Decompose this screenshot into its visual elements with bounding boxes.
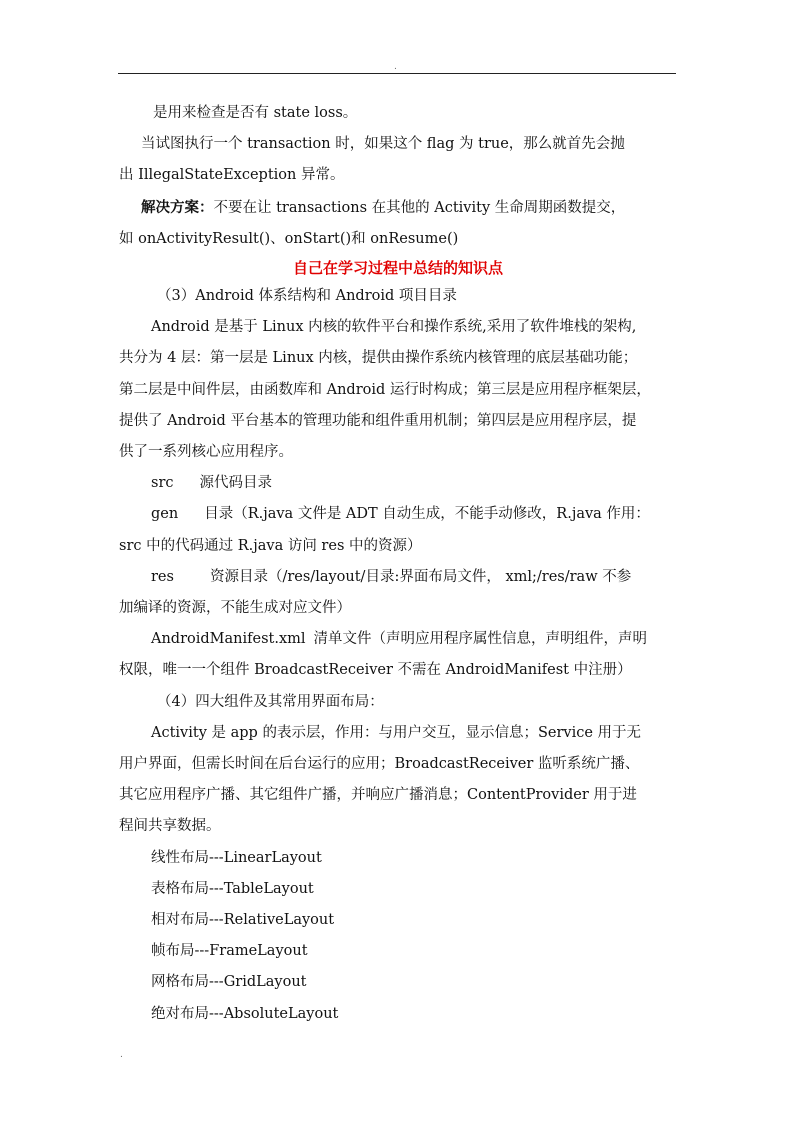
paragraph-state-loss xyxy=(119,98,677,255)
text-line: Android 是基于 Linux 内核的软件平台和操作系统,采用了软件堆栈的架构, xyxy=(151,319,637,336)
layout-item: 帧布局---FrameLayout xyxy=(151,943,308,960)
paragraph-architecture xyxy=(119,281,677,1030)
text-line: 提供了 Android 平台基本的管理功能和组件重用机制；第四层是应用程序层，提 xyxy=(119,412,637,429)
document-body xyxy=(119,98,677,1030)
solution-text: 不要在让 transactions 在其他的 Activity 生命周期函数提交， xyxy=(213,199,626,216)
text-line: src 中的代码通过 R.java 访问 res 中的资源） xyxy=(119,537,422,554)
dir-desc: 清单文件（声明应用程序属性信息，声明组件，声明 xyxy=(313,631,648,648)
text-line: 出 IllegalStateException 异常。 xyxy=(119,167,345,184)
dir-src xyxy=(119,468,677,499)
text-line: 权限，唯一一个组件 BroadcastReceiver 不需在 AndroidManifest 中注册） xyxy=(119,662,632,679)
text-line: 程间共享数据。 xyxy=(119,818,221,835)
layout-item: 绝对布局---AbsoluteLayout xyxy=(151,1005,339,1022)
text-line: 用户界面，但需长时间在后台运行的应用；BroadcastReceiver 监听系统广播、 xyxy=(119,756,640,773)
dir-manifest xyxy=(119,624,677,655)
text-line: Activity 是 app 的表示层，作用：与用户交互，显示信息；Service 用于无 xyxy=(151,724,642,741)
solution-line xyxy=(119,192,677,224)
solution-label: 解决方案： xyxy=(141,198,214,216)
dir-desc: 目录（R.java 文件是 ADT 自动生成，不能手动修改，R.java 作用： xyxy=(204,506,650,523)
dir-gen xyxy=(119,499,677,530)
dir-term: src xyxy=(151,475,174,492)
layout-item: 网格布局---GridLayout xyxy=(151,974,307,991)
dir-desc: 源代码目录 xyxy=(199,475,272,492)
header-rule xyxy=(118,73,676,74)
text-line: 如 onActivityResult()、onStart()和 onResume() xyxy=(119,230,459,247)
dir-desc: 资源目录（/res/layout/目录:界面布局文件， xml;/res/raw 不参 xyxy=(209,568,632,585)
dir-term: res xyxy=(151,568,174,585)
heading-4: （4）四大组件及其常用界面布局： xyxy=(157,693,384,710)
text-line: 加编译的资源，不能生成对应文件） xyxy=(119,600,351,617)
heading-3: （3）Android 体系结构和 Android 项目目录 xyxy=(157,288,457,305)
section-title: 自己在学习过程中总结的知识点 xyxy=(292,259,503,278)
text-line: 第二层是中间件层，由函数库和 Android 运行时构成；第三层是应用程序框架层， xyxy=(119,381,651,398)
text-line: 当试图执行一个 transaction 时，如果这个 flag 为 true，那么就首先会抛 xyxy=(141,136,625,153)
layout-item: 线性布局---LinearLayout xyxy=(151,849,322,866)
dir-term: AndroidManifest.xml xyxy=(151,631,306,648)
layout-item: 相对布局---RelativeLayout xyxy=(151,912,335,929)
text-line: 是用来检查是否有 state loss。 xyxy=(153,105,358,121)
text-line: 供了一系列核心应用程序。 xyxy=(119,444,293,461)
dir-term: gen xyxy=(151,506,179,523)
layout-item: 表格布局---TableLayout xyxy=(151,880,314,897)
text-line: 共分为 4 层：第一层是 Linux 内核，提供由操作系统内核管理的底层基础功能； xyxy=(119,350,638,367)
header-mark: . xyxy=(394,62,397,72)
text-line: 其它应用程序广播、其它组件广播，并响应广播消息；ContentProvider 用于进 xyxy=(119,787,637,804)
dir-res xyxy=(119,562,677,593)
footer-mark: . xyxy=(120,1050,123,1060)
